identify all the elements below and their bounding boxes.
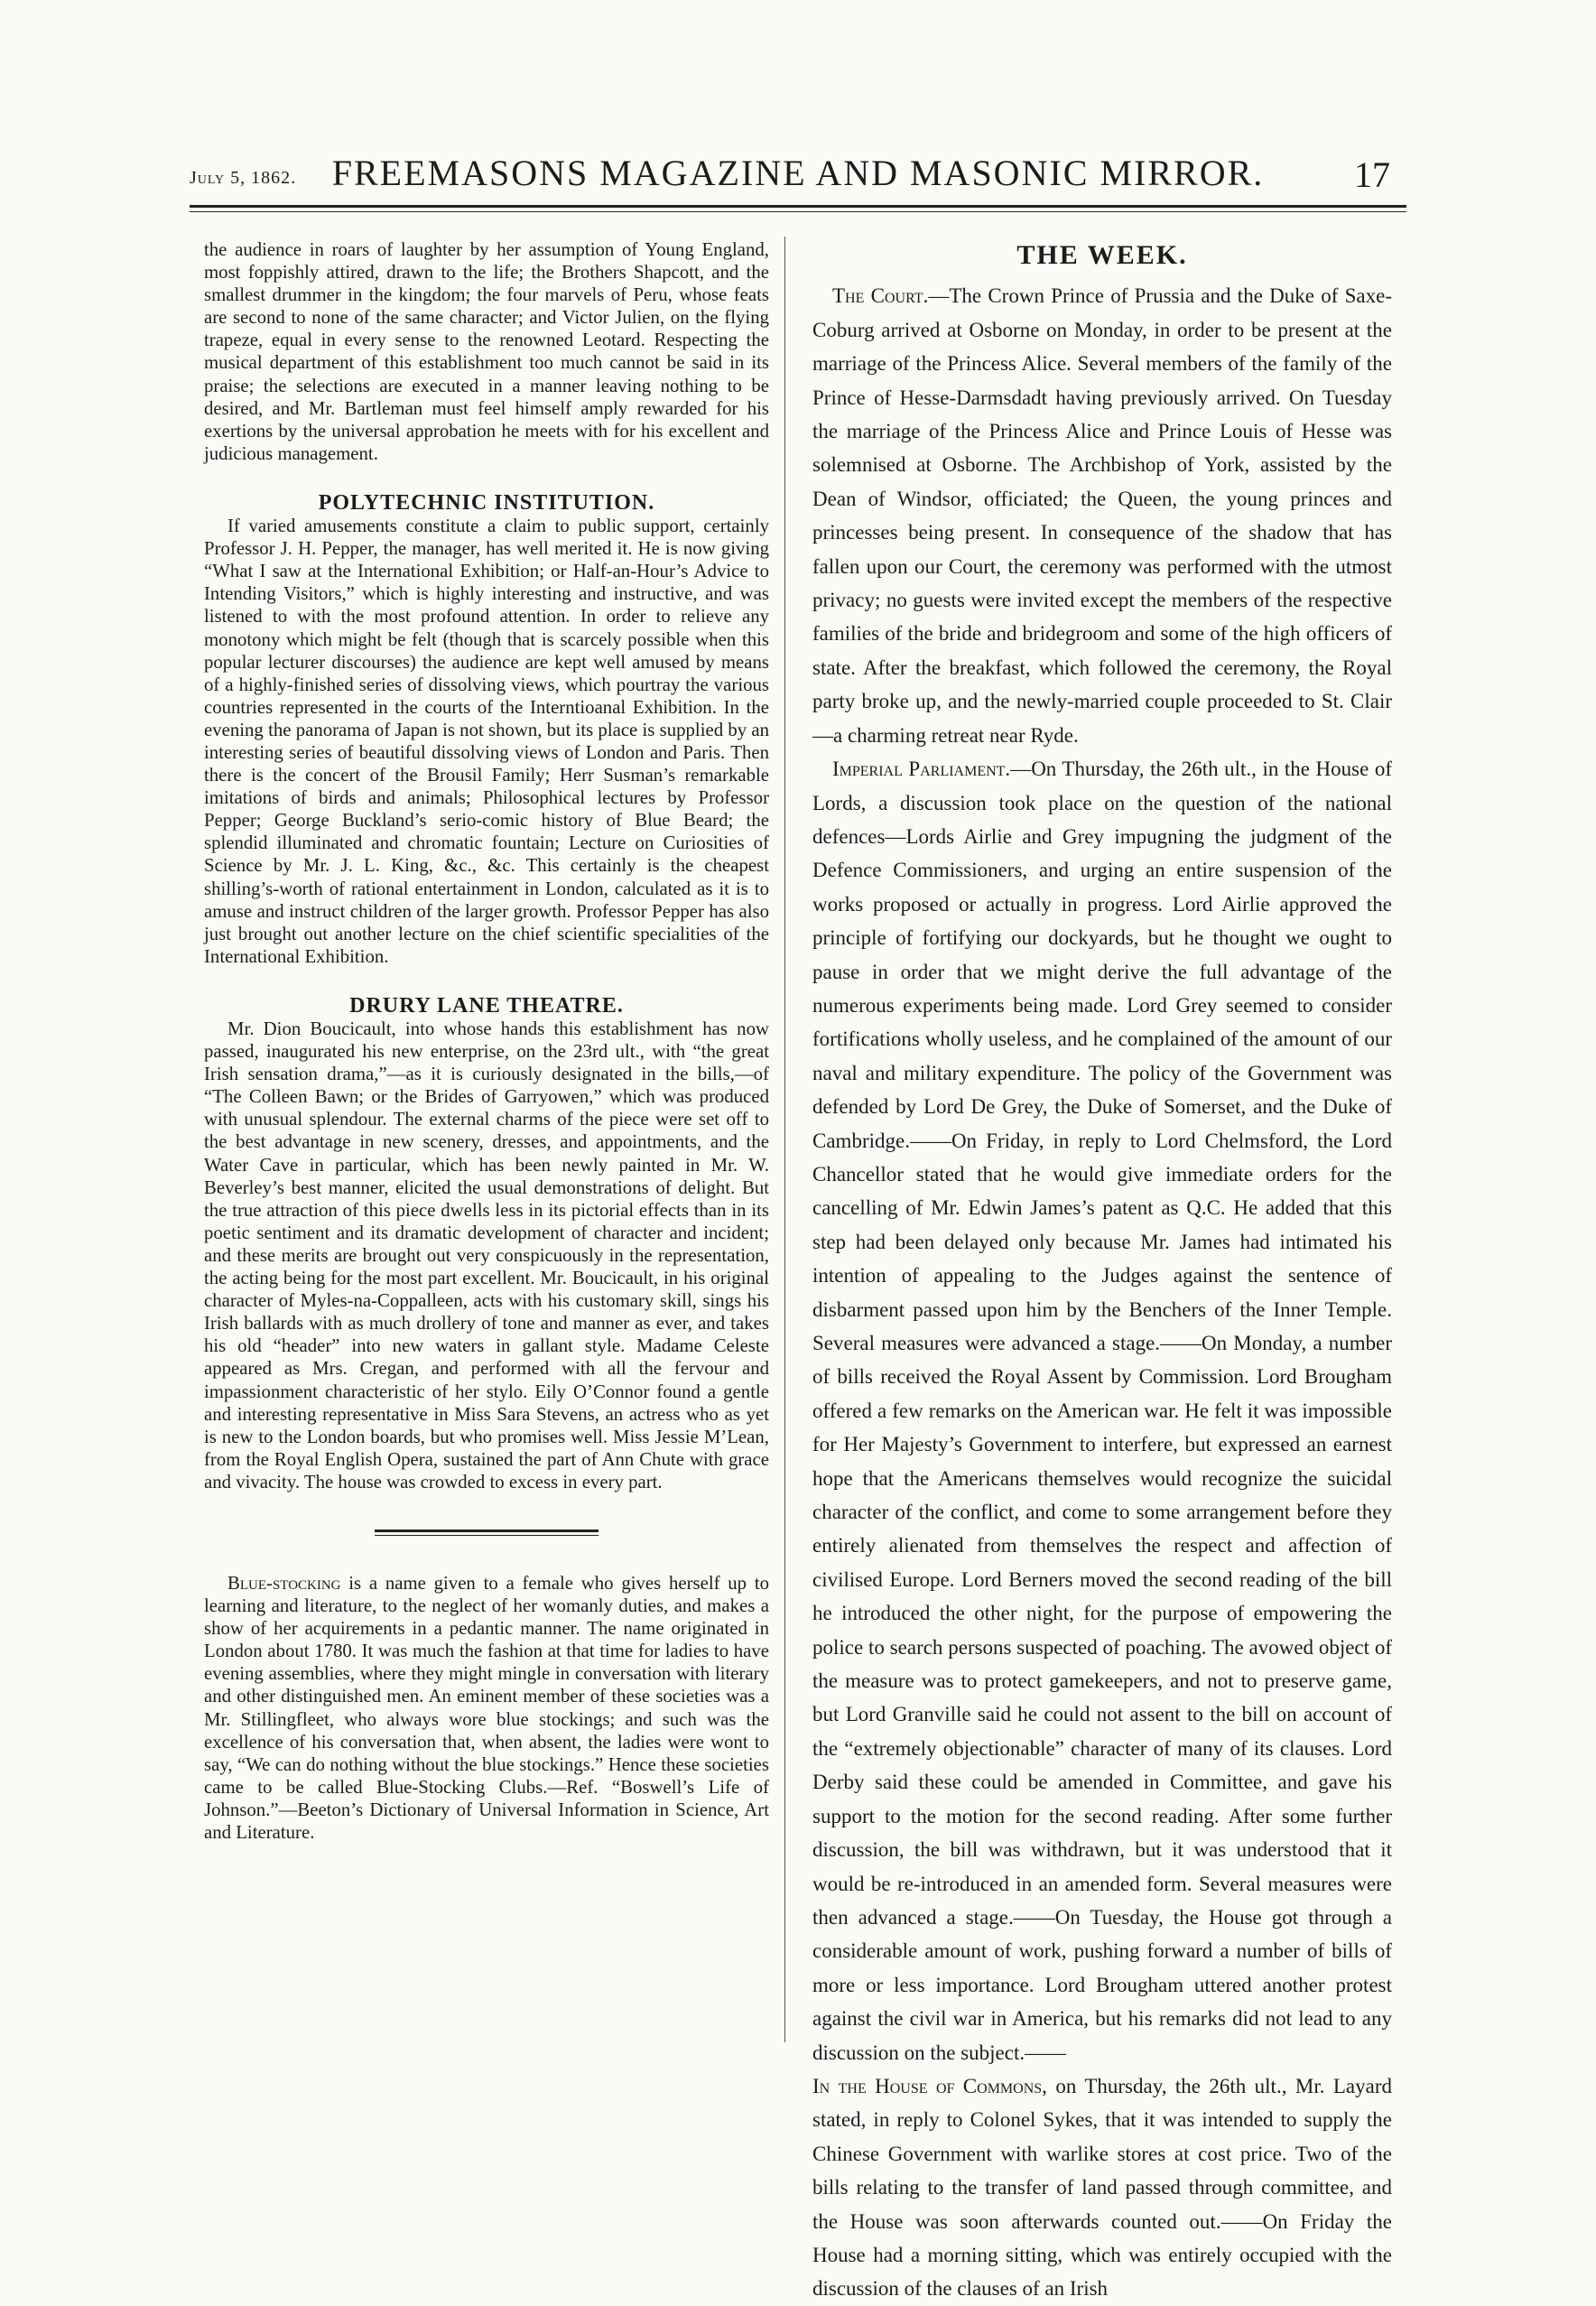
header-rule-thick [190, 205, 1406, 208]
the-week-heading: THE WEEK. [1016, 240, 1188, 270]
parliament-body: —On Thursday, the 26th ult., in the House of Lords, a discussion took place on the question of the national defences—Lords Airlie and Grey impugning the judgment of the Defence Commissioners, and urging an entire suspension of the works proposed or actually in progress. Lord Airlie approved the principle of fortifying our dockyards, but he thought we ought to pause in order that we might derive the full advantage of the numerous experiments being made. Lord Grey seemed to consider fortifications wholly useless, and he complained of the amount of our naval and military expenditure. The policy of the Government was defended by Lord De Grey, the Duke of Somerset, and the Duke of Cambridge.——On Friday, in reply to Lord Chelmsford, the Lord Chancellor stated that he would give immediate orders for the cancelling of Mr. Edwin James’s patent as Q.C. He added that this step had been delayed only because Mr. James had intimated his intention of appealing to the Judges against the sentence of disbarment passed upon him by the Benchers of the Inner Temple. Several measures were advanced a stage.——On Monday, a number of bills received the Royal Assent by Commission. Lord Brougham offered a few remarks on the American war. He felt it was impossible for Her Majesty’s Government to interfere, but expressed an earnest hope that the Americans themselves would recognize the suicidal character of the conflict, and come to some arrangement before they entirely alienated from themselves the respect and affection of civilised Europe. Lord Berners moved the second reading of the bill he introduced the other night, for the purpose of empowering the police to search persons suspected of poaching. The avowed object of the measure was to protect gamekeepers, and not to preserve game, but Lord Granville said he could not assent to the bill on account of the “extremely objectionable” character of many of its clauses. Lord Derby said these could be amended in Committee, and gave his support to the motion for the second reading. After some further discussion, the bill was withdrawn, but it was understood that it would be re-introduced in an amended form. Several measures were then advanced a stage.——On Tuesday, the House got through a considerable amount of work, pushing forward a number of bills of more or less importance. Lord Brougham uttered another protest against the civil war in America, but his remarks did not lead to any discussion on the subject.—— [812, 758, 1392, 2064]
blue-stocking-paragraph [204, 1572, 769, 1844]
header-rule-thin [190, 211, 1406, 212]
court-paragraph [812, 279, 1392, 752]
section-separator-rule [375, 1530, 598, 1536]
masthead-title: FREEMASONS MAGAZINE AND MASONIC MIRROR. [331, 153, 1265, 193]
right-column [812, 238, 1392, 2306]
polytechnic-heading: POLYTECHNIC INSTITUTION. [318, 490, 655, 515]
parliament-paragraph [812, 752, 1392, 2069]
page-header [0, 0, 1596, 217]
column-divider [784, 237, 785, 2042]
commons-body: on Thursday, the 26th ult., Mr. Layard stated, in reply to Colonel Sykes, that it was intended to supply the Chinese Government with warlike stores at cost price. Two of the bills relating to the transfer of land passed through committee, and the House was soon afterwards counted out.——On Friday the House had a morning sitting, which was entirely occupied with the discussion of the clauses of an Irish [812, 2074, 1392, 2301]
drury-lane-heading: DRURY LANE THEATRE. [349, 993, 624, 1018]
court-lead: The Court. [832, 284, 929, 308]
blue-stocking-lead: Blue-stocking [227, 1572, 341, 1594]
page-number: 17 [1354, 154, 1390, 195]
parliament-lead: Imperial Parliament. [832, 758, 1011, 781]
polytechnic-body: If varied amusements constitute a claim to public support, certainly Professor J. H. Pepper, the manager, has well merited it. He is now giving “What I saw at the International Exhibition; or Half-an-Hour’s Advice to Intending Visitors,” which is highly interesting and instructive, and was listened to with the most profound attention. In order to relieve any monotony which might be felt (though that is scarcely possible when this popular lecturer discourses) the audience are kept well amused by means of a highly-finished series of dissolving views, which pourtray the various countries represented in the courts of the Interntioanal Exhibition. In the evening the panorama of Japan is not shown, but its place is supplied by an interesting series of beautiful dissolving views of London and Paris. Then there is the concert of the Brousil Family; Herr Susman’s remarkable imitations of birds and animals; Philosophical lectures by Professor Pepper; George Buckland’s serio-comic history of Blue Beard; the splendid illuminated and chromatic fountain; Lecture on Curiosities of Science by Mr. J. L. King, &c., &c. This certainly is the cheapest shilling’s-worth of rational entertainment in London, calculated as it is to amuse and instruct children of the larger growth. Professor Pepper has also just brought out another lecture on the chief scientific specialities of the International Exhibition. [204, 516, 769, 967]
commons-lead: In the House of Commons, [812, 2074, 1047, 2097]
left-column [204, 238, 769, 1844]
issue-date: July 5, 1862. [190, 168, 297, 188]
drury-lane-body: Mr. Dion Boucicault, into whose hands this establishment has now passed, inaugurated his new enterprise, on the 23rd ult., with “the great Irish sensation drama,”—as it is curiously designated in the bills,—of “The Colleen Bawn; or the Brides of Garryowen,” which was produced with unusual splendour. The external charms of the piece were set off to the best advantage in new scenery, dresses, and appointments, and the Water Cave in particular, which has been newly painted in Mr. W. Beverley’s best manner, elicited the usual demonstrations of delight. But the true attraction of this piece dwells less in its pictorial effects than in its poetic sentiment and its dramatic development of character and incident; and these merits are brought out very conspicuously in the representation, the acting being for the most part excellent. Mr. Boucicault, in his original character of Myles-na-Coppalleen, acts with his customary skill, sings his Irish ballards with as much drollery of tone and manner as ever, and takes his old “header” into new waters in gallant style. Madame Celeste appeared as Mrs. Cregan, and performed with all the fervour and impassionment characteristic of her stylo. Eily O’Connor found a gentle and interesting representative in Miss Sara Stevens, an actress who as yet is new to the London boards, but who promises well. Miss Jessie M’Lean, from the Royal English Opera, sustained the part of Ann Chute with grace and vivacity. The house was crowded to excess in every part. [204, 1018, 769, 1492]
commons-paragraph [812, 2069, 1392, 2306]
blue-stocking-body: is a name given to a female who gives herself up to learning and literature, to the neglect of her womanly duties, and makes a show of her acquirements in a pedantic manner. The name originated in London about 1780. It was much the fashion at that time for ladies to have evening assemblies, where they might mingle in conversation with literary and other distinguished men. An eminent member of these societies was a Mr. Stillingfleet, who always wore blue stockings; and such was the excellence of his conversation that, when absent, the ladies were wont to say, “We can do nothing without the blue stockings.” Hence these societies came to be called Blue-Stocking Clubs.—Ref. “Boswell’s Life of Johnson.”—Beeton’s Dictionary of Universal Information in Science, Art and Literature. [204, 1572, 769, 1843]
court-body: —The Crown Prince of Prussia and the Duke of Saxe-Coburg arrived at Osborne on Monday, in order to be present at the marriage of the Princess Alice. Several members of the family of the Prince of Hesse-Darmsdadt having previously arrived. On Tuesday the marriage of the Princess Alice and Prince Louis of Hesse was solemnised at Osborne. The Archbishop of York, assisted by the Dean of Windsor, officiated; the Queen, the young princes and princesses being present. In consequence of the shadow that has fallen upon our Court, the ceremony was performed with the utmost privacy; no guests were invited except the members of the respective families of the bride and bridegroom and some of the high officers of state. After the breakfast, which followed the ceremony, the Royal party broke up, and the newly-married couple proceeded to St. Clair—a charming retreat near Ryde. [812, 284, 1393, 747]
continued-paragraph: the audience in roars of laughter by her assumption of Young England, most foppishly attired, drawn to the life; the Brothers Shapcott, and the smallest drummer in the kingdom; the four marvels of Peru, whose feats are second to none of the same character; and Victor Julien, on the flying trapeze, equal in every sense to the renowned Leotard. Respecting the musical department of this establishment too much cannot be said in its praise; the selections are executed in a manner leaving nothing to be desired, and Mr. Bartleman must feel himself amply rewarded for his exertions by the universal approbation he meets with for his excellent and judicious management. [204, 239, 769, 464]
